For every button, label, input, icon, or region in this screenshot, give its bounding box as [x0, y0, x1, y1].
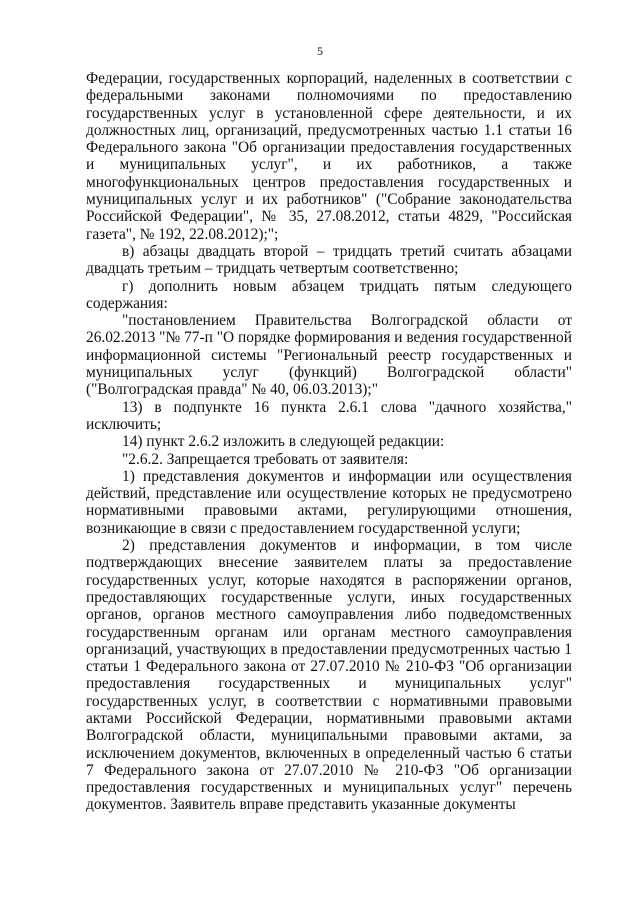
paragraph: г) дополнить новым абзацем тридцать пятым следующего содержания:: [86, 277, 572, 312]
paragraph: "2.6.2. Запрещается требовать от заявителя:: [122, 450, 409, 468]
paragraph: в) абзацы двадцать второй – тридцать третий считать абзацами двадцать третьим – тридцать четвертым соответственно;: [86, 242, 572, 278]
paragraph: 14) пункт 2.6.2 изложить в следующей редакции:: [122, 433, 445, 451]
paragraph: 13) в подпункте 16 пункта 2.6.1 слова "дачного хозяйства," исключить;: [86, 398, 572, 433]
document-body: [86, 70, 572, 814]
paragraph: Федерации, государственных корпораций, наделенных в соответствии с федеральными законами полномочиями по предоставлению государственных услуг в установленной сфере деятельности, и их должностных лиц, организаций, предусмотренных частью 1.1 статьи 16 Федерального закона "Об организации предоставления государственных и муниципальных услуг", и их работников, а также многофункциональных центров предоставления государственных и муниципальных услуг и их работников" ("Собрание законодательства Российской Федерации", № 35, 27.08.2012, статьи 4829, "Российская газета", № 192, 22.08.2012);";: [86, 70, 572, 243]
paragraph: 1) представления документов и информации или осуществления действий, представление или осуществление которых не предусмотрено нормативными правовыми актами, регулирующими отношения, возникающие в связи с предоставлением государственной услуги;: [86, 467, 572, 537]
page-number: 5: [317, 44, 323, 58]
paragraph: 2) представления документов и информации, в том числе подтверждающих внесение заявителем платы за предоставление государственных услуг, которые находятся в распоряжении органов, предоставляющих государственные услуги, иных государственных органов, органов местного самоуправления либо подведомственных государственным органам или органам местного самоуправления организаций, участвующих в предоставлении предусмотренных частью 1 статьи 1 Федерального закона от 27.07.2010 № 210-ФЗ "Об организации предоставления государственных и муниципальных услуг" государственных услуг, в соответствии с нормативными правовыми актами Российской Федерации, нормативными правовыми актами Волгоградской области, муниципальными правовыми актами, за исключением документов, включенных в определенный частью 6 статьи 7 Федерального закона от 27.07.2010 № 210-ФЗ "Об организации предоставления государственных и муниципальных услуг" перечень документов. Заявитель вправе представить указанные документы: [86, 537, 572, 814]
paragraph: "постановлением Правительства Волгоградской области от 26.02.2013 "№ 77-п "О порядке формирования и ведения государственной информационной системы "Региональный реестр государственных и муниципальных услуг (функций) Волгоградской области" ("Волгоградская правда" № 40, 06.03.2013);": [86, 312, 572, 399]
